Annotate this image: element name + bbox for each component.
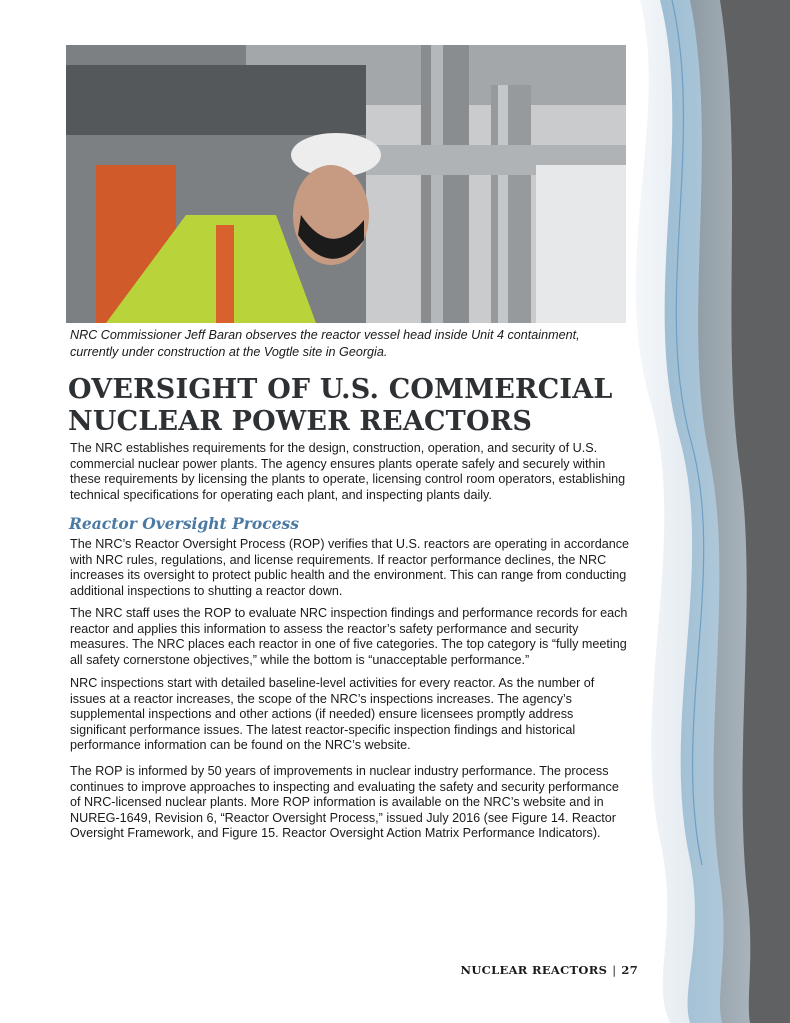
page-title <box>68 374 628 438</box>
paragraph-rop-improvements: The ROP is informed by 50 years of improvements in nuclear industry performance. The process continues to improve approaches to inspecting and evaluating the safety and security performance of NRC-licensed nuclear plants. More ROP information is available on the NRC’s website and in NUREG-1649, Revision 6, “Reactor Oversight Process,” issued July 2016 (see Figure 14. Reactor Oversight Framework, and Figure 15. Reactor Oversight Action Matrix Performance Indicators). <box>70 764 619 841</box>
page-title-line-2: NUCLEAR POWER REACTORS <box>68 406 533 437</box>
page-footer <box>461 963 638 977</box>
page-title-line-1: OVERSIGHT OF U.S. COMMERCIAL <box>68 374 613 405</box>
intro-paragraph: The NRC establishes requirements for the design, construction, operation, and security of U.S. commercial nuclear power plants. The agency ensures plants operate safely and securely within these requirements by licensing the plants to operate, licensing control room operators, establishing technical specifications for operating each plant, and inspecting plants daily. <box>70 441 626 502</box>
decorative-wave-band <box>610 0 790 1023</box>
page-number: 27 <box>621 963 638 977</box>
footer-separator: | <box>612 963 617 977</box>
section-subheading: Reactor Oversight Process <box>69 514 300 533</box>
reactor-vessel-photo <box>66 45 626 323</box>
paragraph-inspections: NRC inspections start with detailed baseline-level activities for every reactor. As the number of issues at a reactor increases, the scope of the NRC’s inspections increases. The agency’s supplemental inspections and other actions (if needed) ensure licensees promptly address significant performance issues. The latest reactor-specific inspection findings and historical performance information can be found on the NRC’s website. <box>70 676 595 753</box>
footer-section-name: NUCLEAR REACTORS <box>460 963 608 977</box>
photo-caption: NRC Commissioner Jeff Baran observes the reactor vessel head inside Unit 4 containment, currently under construction at the Vogtle site in Georgia. <box>70 328 580 359</box>
paragraph-rop-overview: The NRC’s Reactor Oversight Process (ROP) verifies that U.S. reactors are operating in accordance with NRC rules, regulations, and license requirements. If reactor performance declines, the NRC increases its oversight to protect public health and the environment. This can range from conducting additional inspections to shutting a reactor down. <box>70 537 630 598</box>
paragraph-rop-evaluation: The NRC staff uses the ROP to evaluate NRC inspection findings and performance records for each reactor and applies this information to assess the reactor’s safety performance and security measures. The NRC places each reactor in one of five categories. The top category is “fully meeting all safety cornerstone objectives,” while the bottom is “unacceptable performance.” <box>70 606 628 667</box>
